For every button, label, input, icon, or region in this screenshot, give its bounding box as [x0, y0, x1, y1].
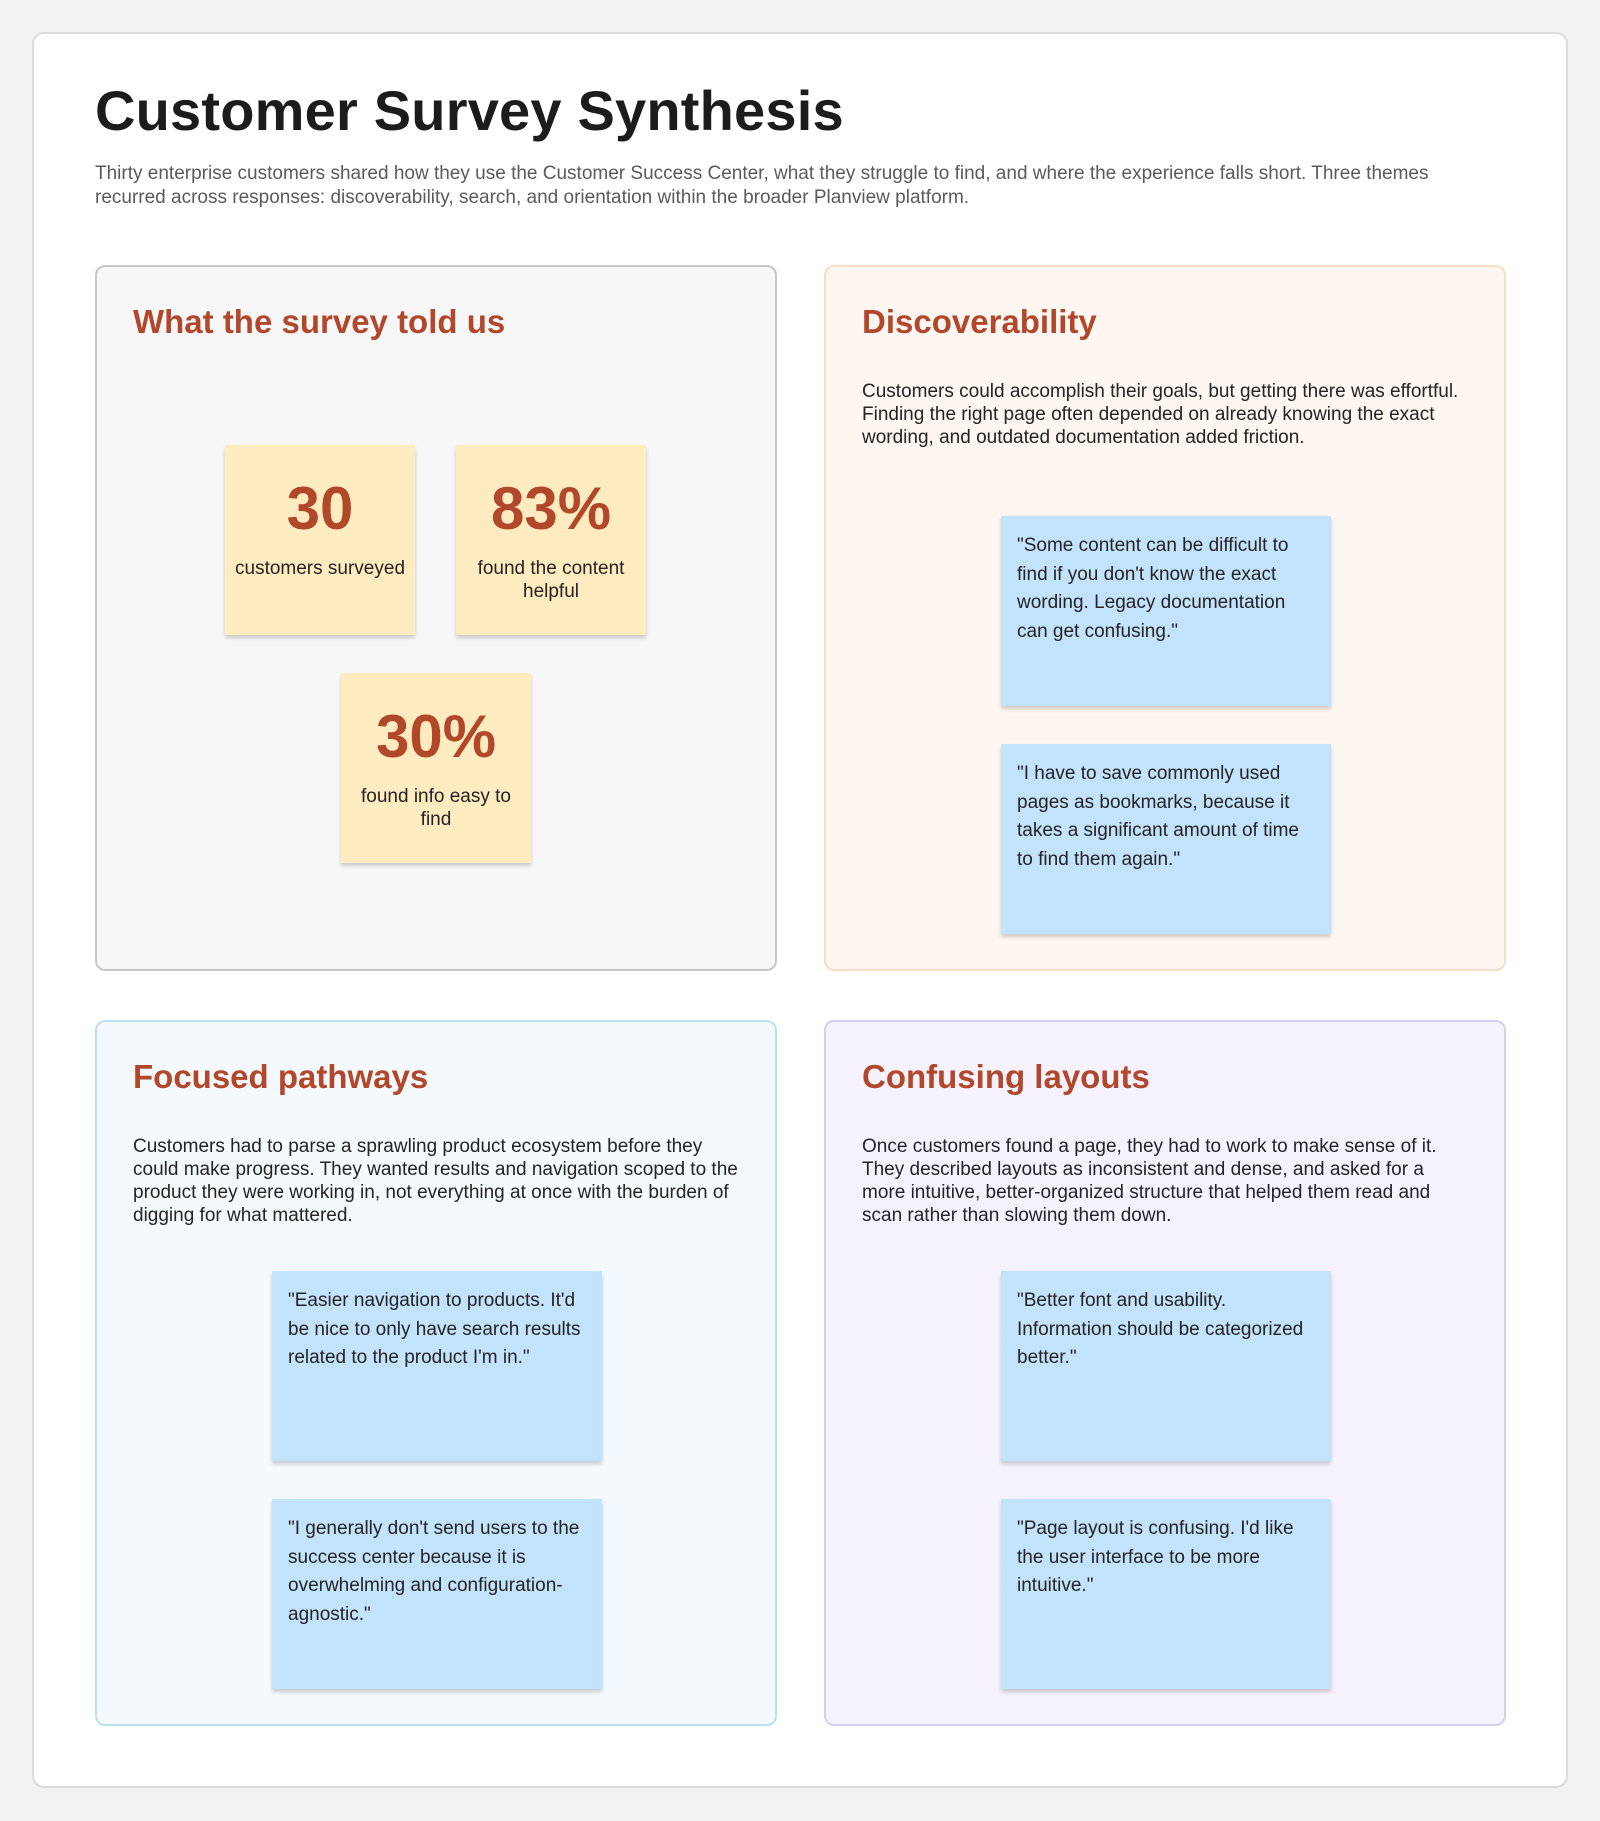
focused-pathways-panel	[95, 1020, 777, 1726]
quote-card[interactable]: "Some content can be difficult to find if you don't know the exact wording. Legacy documentation can get confusing."	[1001, 516, 1331, 706]
confusing-layouts-panel	[824, 1020, 1506, 1726]
panel-body: Once customers found a page, they had to work to make sense of it. They described layouts as inconsistent and dense, and asked for a more intuitive, better-organized structure that helped them read and scan rather than slowing them down.	[862, 1136, 1437, 1226]
discoverability-panel	[824, 265, 1506, 971]
stat-card-easy-to-find[interactable]	[341, 673, 531, 863]
stat-value: 83%	[490, 475, 612, 542]
stat-card-customers-surveyed[interactable]	[225, 445, 415, 635]
panel-body: Customers had to parse a sprawling product ecosystem before they could make progress. They wanted results and navigation scoped to the product they were working in, not everything at once with the burden of digging for what mattered.	[133, 1136, 738, 1226]
stat-label: customers surveyed	[235, 558, 406, 579]
panel-heading: Focused pathways	[133, 1058, 429, 1095]
stat-card-content-helpful[interactable]	[456, 445, 646, 635]
page-subtitle: Thirty enterprise customers shared how they use the Customer Success Center, what they struggle to find, and where the experience falls short. Three themes recurred across responses: discoverability, search, and orientation within the broader Planview platform.	[95, 163, 1429, 208]
quote-card[interactable]: "I have to save commonly used pages as bookmarks, because it takes a significant amount of time to find them again."	[1001, 744, 1331, 934]
page-title: Customer Survey Synthesis	[95, 79, 844, 142]
panel-heading: Confusing layouts	[862, 1058, 1150, 1095]
panel-heading: Discoverability	[862, 303, 1097, 340]
panel-heading: What the survey told us	[133, 303, 506, 340]
quote-card[interactable]: "Easier navigation to products. It'd be nice to only have search results related to the product I'm in."	[272, 1271, 602, 1461]
quote-card[interactable]: "I generally don't send users to the success center because it is overwhelming and configuration-agnostic."	[272, 1499, 602, 1689]
stat-label: found info easy to find	[361, 786, 511, 830]
quote-card[interactable]: "Page layout is confusing. I'd like the user interface to be more intuitive."	[1001, 1499, 1331, 1689]
stat-value: 30%	[375, 703, 497, 770]
stat-value: 30	[286, 475, 354, 542]
survey-stats-panel	[95, 265, 777, 971]
stat-label: found the content helpful	[477, 558, 625, 602]
panel-body: Customers could accomplish their goals, but getting there was effortful. Finding the right page often depended on already knowing the exact wording, and outdated documentation added friction.	[862, 381, 1459, 448]
quote-card[interactable]: "Better font and usability. Information should be categorized better."	[1001, 1271, 1331, 1461]
